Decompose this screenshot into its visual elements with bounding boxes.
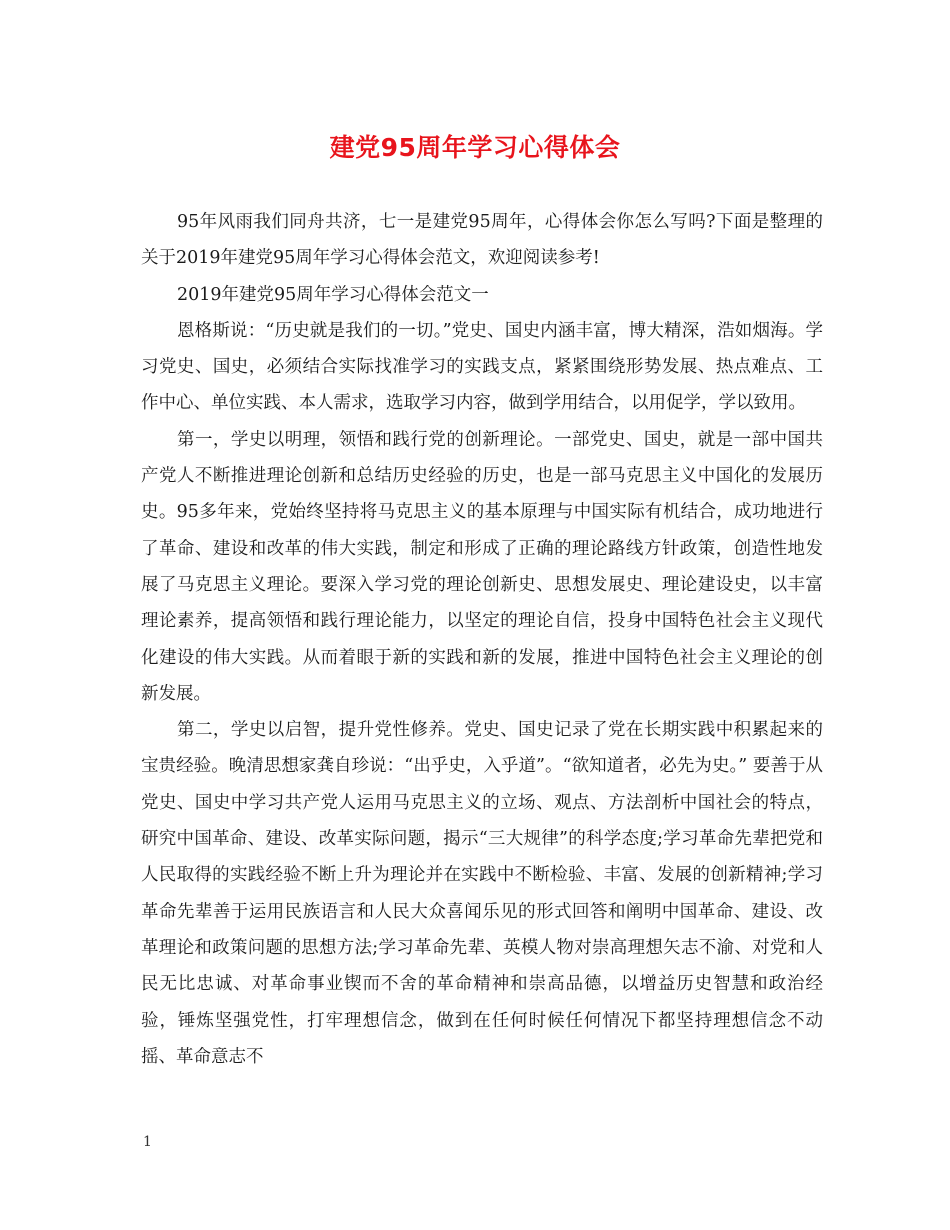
- body-paragraph: 恩格斯说：“历史就是我们的一切。”党史、国史内涵丰富，博大精深，浩如烟海。学习党史、国史，必须结合实际找准学习的实践支点，紧紧围绕形势发展、热点难点、工作中心、单位实践、本人需求，选取学习内容，做到学用结合，以用促学，学以致用。: [141, 320, 823, 414]
- body-paragraph: 第二，学史以启智，提升党性修养。党史、国史记录了党在长期实践中积累起来的宝贵经验。晚清思想家龚自珍说：“出乎史，入乎道”。“欲知道者，必先为史。” 要善于从党史、国史中学习共产党人运用马克思主义的立场、观点、方法剖析中国社会的特点，研究中国革命、建设、改革实际问题，揭示“三大规律”的科学态度;学习革命先辈把党和人民取得的实践经验不断上升为理论并在实践中不断检验、丰富、发展的创新精神;学习革命先辈善于运用民族语言和人民大众喜闻乐见的形式回答和阐明中国革命、建设、改革理论和政策问题的思想方法;学习革命先辈、英模人物对崇高理想矢志不渝、对党和人民无比忠诚、对革命事业锲而不舍的革命精神和崇高品德，以增益历史智慧和政治经验，锤炼坚强党性，打牢理想信念，做到在任何时候任何情况下都坚持理想信念不动摇、革命意志不: [141, 720, 823, 1067]
- section-heading: 2019年建党95周年学习心得体会范文一: [177, 284, 489, 305]
- body-paragraph: 第一，学史以明理，领悟和践行党的创新理论。一部党史、国史，就是一部中国共产党人不断推进理论创新和总结历史经验的历史，也是一部马克思主义中国化的发展历史。95多年来，党始终坚持将马克思主义的基本原理与中国实际有机结合，成功地进行了革命、建设和改革的伟大实践，制定和形成了正确的理论路线方针政策，创造性地发展了马克思主义理论。要深入学习党的理论创新史、思想发展史、理论建设史，以丰富理论素养，提高领悟和践行理论能力，以坚定的理论自信，投身中国特色社会主义现代化建设的伟大实践。从而着眼于新的实践和新的发展，推进中国特色社会主义理论的创新发展。: [141, 429, 823, 704]
- document-title: 建党95周年学习心得体会: [329, 133, 621, 162]
- page-number: 1: [143, 1134, 152, 1150]
- document-body: [141, 204, 823, 1075]
- intro-paragraph: 95年风雨我们同舟共济，七一是建党95周年，心得体会你怎么写吗?下面是整理的关于2019年建党95周年学习心得体会范文，欢迎阅读参考!: [141, 212, 823, 269]
